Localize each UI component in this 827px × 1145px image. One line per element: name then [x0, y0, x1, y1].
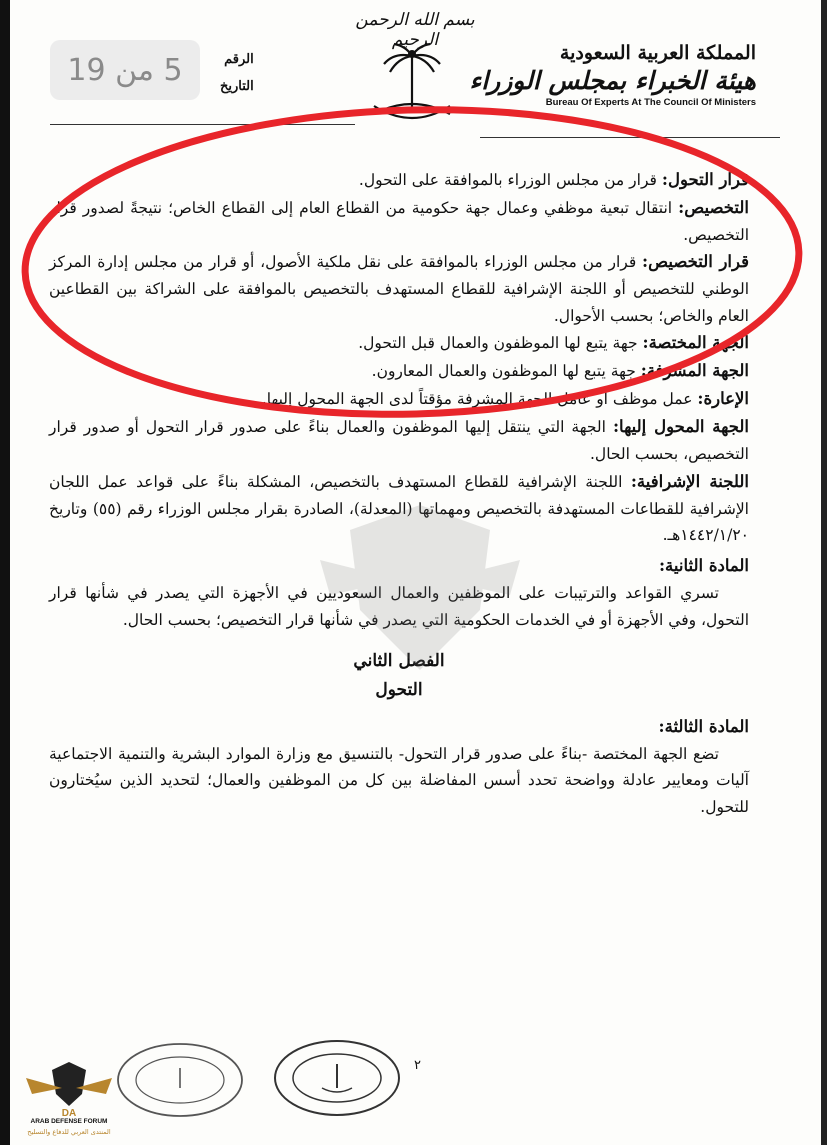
page-number: ٢: [414, 1058, 421, 1073]
date-label: التاريخ: [220, 79, 254, 94]
page-counter-badge: 5 من 19: [50, 40, 200, 100]
definition-item: الجهة المحول إليها: الجهة التي ينتقل إليها الموظفون والعمال بناءً على صدور قرار التحول أو صدور قرار التخصيص، بحسب الحال.: [49, 417, 749, 464]
article-3-title: المادة الثالثة:: [658, 716, 749, 736]
article-2-title: المادة الثانية:: [658, 556, 749, 576]
seal-stamp-right: [272, 1038, 402, 1118]
definition-item: الجهة المختصة: جهة يتبع لها الموظفون والعمال قبل التحول.: [358, 333, 749, 353]
article-2-text: تسري القواعد والترتيبات على الموظفين والعمال السعوديين في الأجهزة التي يصدر في شأنها قرار التحول، وفي الأجهزة أو في الخدمات الحكومية التي يصدر في شأنها قرار التخصيص؛ بحسب الحال.: [49, 584, 749, 629]
header-rule-left: [50, 124, 355, 125]
document-page: [10, 0, 821, 1145]
saudi-emblem-icon: [362, 34, 462, 134]
seal-stamp-left: [115, 1040, 245, 1120]
bureau-name-english: Bureau Of Experts At The Council Of Ministers: [545, 97, 756, 108]
forum-name-arabic: المنتدى العربي للدفاع والتسليح: [27, 1128, 111, 1136]
reference-fields: [220, 52, 254, 106]
definition-item: قرار التحول: قرار من مجلس الوزراء بالموافقة على التحول.: [358, 170, 749, 189]
chapter-title: الفصل الثاني: [353, 651, 445, 672]
number-label: الرقم: [224, 52, 254, 67]
svg-text:DA: DA: [61, 1108, 77, 1118]
definition-item: الجهة المشرفة: جهة يتبع لها الموظفون والعمال المعارون.: [371, 361, 749, 381]
bureau-name-arabic: هيئة الخبراء بمجلس الوزراء: [469, 66, 756, 95]
definition-item: قرار التخصيص: قرار من مجلس الوزراء بالموافقة على نقل ملكية الأصول، أو قرار من مجلس إدارة المركز الوطني للتخصيص أو اللجنة الإشرافية للقطاع المستهدف بالتخصيص بالموافقة على الشراكة بين القطاعين العام والخاص؛ بحسب الأحوال.: [49, 252, 749, 325]
definitions-block: [49, 166, 749, 820]
definition-item: اللجنة الإشرافية: اللجنة الإشرافية للقطاع المستهدف بالتخصيص، المشكلة بناءً على قواعد عمل اللجان الإشرافية للقطاعات المستهدفة بالتخصيص ومهماتها (المعدلة)، الصادرة بقرار مجلس الوزراء رقم (٥٥) وتاريخ ١٤٤٢/١/٢٠هـ.: [49, 471, 749, 545]
header-rule-right: [480, 137, 780, 138]
article-3-text: تضع الجهة المختصة -بناءً على صدور قرار التحول- بالتنسيق مع وزارة الموارد البشرية والتنمية الاجتماعية آليات ومعايير عادلة وواضحة تحدد أسس المفاضلة بين كل من الموظفين والعمال؛ لتحديد الذين سيُختارون للتحول.: [49, 745, 749, 816]
kingdom-name: المملكة العربية السعودية: [559, 42, 756, 64]
definition-item: التخصيص: انتقال تبعية موظفي وعمال جهة حكومية من القطاع العام إلى القطاع الخاص؛ نتيجةً لصدور قرار التخصيص.: [49, 198, 749, 245]
letterhead: [469, 42, 756, 108]
bismillah-calligraphy: بسم الله الرحمن الرحيم: [355, 10, 475, 50]
forum-logo-icon: [24, 1060, 114, 1118]
right-edge-shadow: [821, 0, 827, 1145]
definition-item: الإعارة: عمل موظف أو عامل الجهة المشرفة مؤقتاً لدى الجهة المحول إليها.: [261, 389, 749, 409]
left-edge-shadow: [0, 0, 10, 1145]
forum-name-english: ARAB DEFENSE FORUM: [30, 1118, 108, 1125]
chapter-subtitle: التحول: [375, 680, 423, 701]
